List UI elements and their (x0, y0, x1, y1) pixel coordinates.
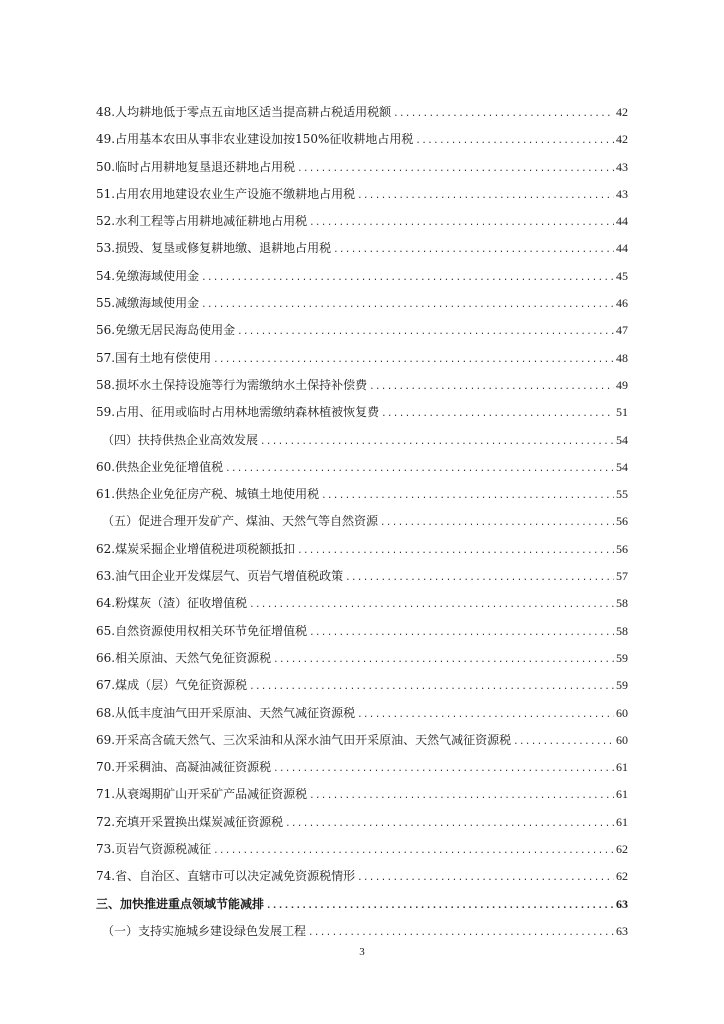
dot-leader (380, 510, 614, 537)
toc-entry-title: （一）支持实施城乡建设绿色发展工程 (102, 923, 307, 938)
dot-leader (308, 920, 614, 947)
toc-entry-title: 58.损坏水土保持设施等行为需缴纳水土保持补偿费 (96, 377, 368, 392)
toc-entry-title: 53.损毁、复垦或修复耕地缴、退耕地占用税 (96, 241, 332, 256)
toc-entry-page-number: 61 (616, 787, 628, 802)
dot-leader (285, 811, 614, 838)
toc-entry[interactable] (96, 481, 628, 508)
toc-entry-title: 65.自然资源使用权相关环节免征增值税 (96, 623, 308, 638)
toc-entry-page-number: 44 (616, 214, 628, 229)
toc-entry-title: 62.煤炭采掘企业增值税进项税额抵扣 (96, 541, 296, 556)
toc-entry-page-number: 43 (616, 159, 628, 174)
toc-section-heading[interactable] (96, 891, 628, 918)
toc-entry-title: 69.开采高含硫天然气、三次采油和从深水油气田开采原油、天然气减征资源税 (96, 732, 512, 747)
dot-leader (201, 292, 614, 319)
toc-entry-title: 63.油气田企业开发煤层气、页岩气增值税政策 (96, 569, 344, 584)
toc-entry[interactable] (96, 700, 628, 727)
toc-entry-title: 61.供热企业免征房产税、城镇土地使用税 (96, 487, 320, 502)
toc-entry-title: （五）促进合理开发矿产、煤油、天然气等自然资源 (102, 514, 379, 529)
dot-leader (201, 265, 614, 292)
toc-entry-title: 54.免缴海域使用金 (96, 268, 200, 283)
toc-entry-title: 66.相关原油、天然气免征资源税 (96, 650, 272, 665)
toc-entry-page-number: 60 (616, 732, 628, 747)
toc-subsection-heading[interactable] (96, 918, 628, 945)
toc-entry-page-number: 46 (616, 296, 628, 311)
dot-leader (415, 128, 614, 155)
table-of-contents (96, 99, 628, 945)
dot-leader (333, 237, 614, 264)
dot-leader (357, 865, 614, 892)
toc-entry[interactable] (96, 235, 628, 262)
toc-entry-page-number: 44 (616, 241, 628, 256)
dot-leader (381, 401, 614, 428)
toc-entry[interactable] (96, 317, 628, 344)
dot-leader (249, 592, 614, 619)
toc-entry-page-number: 49 (616, 377, 628, 392)
toc-entry-page-number: 58 (616, 596, 628, 611)
toc-entry[interactable] (96, 454, 628, 481)
toc-entry-title: 70.开采稠油、高凝油减征资源税 (96, 760, 272, 775)
toc-entry-page-number: 54 (616, 432, 628, 447)
toc-entry-page-number: 43 (616, 186, 628, 201)
dot-leader (357, 183, 614, 210)
toc-entry-title: 57.国有土地有偿使用 (96, 350, 212, 365)
toc-entry-title: 52.水利工程等占用耕地减征耕地占用税 (96, 214, 308, 229)
toc-entry-title: 73.页岩气资源税减征 (96, 842, 212, 857)
toc-entry-title: 67.煤成（层）气免征资源税 (96, 678, 248, 693)
dot-leader (309, 783, 614, 810)
toc-entry-page-number: 58 (616, 623, 628, 638)
toc-entry-title: 49.占用基本农田从事非农业建设加按150%征收耕地占用税 (96, 132, 414, 147)
toc-entry-page-number: 62 (616, 869, 628, 884)
toc-entry[interactable] (96, 809, 628, 836)
toc-entry[interactable] (96, 345, 628, 372)
dot-leader (369, 374, 614, 401)
toc-entry-title: 56.免缴无居民海岛使用金 (96, 323, 236, 338)
toc-entry-page-number: 47 (616, 323, 628, 338)
dot-leader (321, 483, 614, 510)
toc-entry[interactable] (96, 399, 628, 426)
toc-entry-page-number: 57 (616, 569, 628, 584)
toc-entry[interactable] (96, 181, 628, 208)
toc-entry-title: 55.减缴海域使用金 (96, 296, 200, 311)
toc-entry-page-number: 51 (616, 405, 628, 420)
dot-leader (297, 156, 614, 183)
page-number: 3 (359, 946, 365, 958)
toc-entry[interactable] (96, 618, 628, 645)
toc-entry-page-number: 63 (616, 896, 628, 911)
toc-entry-page-number: 55 (616, 487, 628, 502)
toc-entry[interactable] (96, 672, 628, 699)
toc-entry[interactable] (96, 154, 628, 181)
toc-entry[interactable] (96, 263, 628, 290)
toc-entry-page-number: 56 (616, 514, 628, 529)
dot-leader (225, 456, 614, 483)
toc-entry[interactable] (96, 563, 628, 590)
dot-leader (273, 756, 614, 783)
toc-entry-page-number: 59 (616, 678, 628, 693)
dot-leader (357, 702, 614, 729)
toc-entry[interactable] (96, 781, 628, 808)
toc-entry[interactable] (96, 99, 628, 126)
toc-entry[interactable] (96, 290, 628, 317)
toc-entry[interactable] (96, 727, 628, 754)
toc-entry-title: 68.从低丰度油气田开采原油、天然气减征资源税 (96, 705, 356, 720)
toc-entry-title: 64.粉煤灰（渣）征收增值税 (96, 596, 248, 611)
toc-entry-title: （四）扶持供热企业高效发展 (102, 432, 259, 447)
toc-entry-page-number: 62 (616, 842, 628, 857)
toc-entry-page-number: 61 (616, 760, 628, 775)
toc-entry-page-number: 42 (616, 105, 628, 119)
dot-leader (260, 429, 614, 456)
dot-leader (513, 729, 614, 756)
dot-leader (309, 210, 614, 237)
dot-leader (213, 838, 614, 865)
toc-entry-title: 74.省、自治区、直辖市可以决定减免资源税情形 (96, 869, 356, 884)
dot-leader (393, 101, 614, 128)
toc-entry-page-number: 48 (616, 350, 628, 365)
toc-entry-page-number: 60 (616, 705, 628, 720)
toc-entry-title: 71.从衰竭期矿山开采矿产品减征资源税 (96, 787, 308, 802)
toc-entry-title: 51.占用农用地建设农业生产设施不缴耕地占用税 (96, 186, 356, 201)
toc-entry[interactable] (96, 645, 628, 672)
toc-subsection-heading[interactable] (96, 427, 628, 454)
dot-leader (297, 538, 614, 565)
toc-entry-title: 三、加快推进重点领域节能减排 (96, 896, 265, 911)
toc-entry-title: 48.人均耕地低于零点五亩地区适当提高耕占税适用税额 (96, 105, 392, 119)
toc-entry-page-number: 54 (616, 459, 628, 474)
toc-entry[interactable] (96, 836, 628, 863)
toc-subsection-heading[interactable] (96, 508, 628, 535)
toc-entry-page-number: 42 (616, 132, 628, 147)
toc-entry-page-number: 59 (616, 650, 628, 665)
toc-entry-page-number: 45 (616, 268, 628, 283)
toc-entry-page-number: 61 (616, 814, 628, 829)
toc-entry-page-number: 56 (616, 541, 628, 556)
dot-leader (266, 893, 614, 920)
dot-leader (309, 620, 614, 647)
toc-entry[interactable] (96, 590, 628, 617)
toc-entry[interactable] (96, 863, 628, 890)
toc-entry-page-number: 63 (616, 923, 628, 938)
dot-leader (273, 647, 614, 674)
dot-leader (249, 674, 614, 701)
toc-entry-title: 59.占用、征用或临时占用林地需缴纳森林植被恢复费 (96, 405, 380, 420)
toc-entry[interactable] (96, 126, 628, 153)
dot-leader (237, 319, 614, 346)
toc-entry[interactable] (96, 754, 628, 781)
dot-leader (213, 347, 614, 374)
toc-entry-title: 72.充填开采置换出煤炭减征资源税 (96, 814, 284, 829)
dot-leader (345, 565, 614, 592)
toc-entry[interactable] (96, 208, 628, 235)
toc-entry[interactable] (96, 372, 628, 399)
toc-entry-title: 50.临时占用耕地复垦退还耕地占用税 (96, 159, 296, 174)
toc-entry-title: 60.供热企业免征增值税 (96, 459, 224, 474)
toc-entry[interactable] (96, 536, 628, 563)
